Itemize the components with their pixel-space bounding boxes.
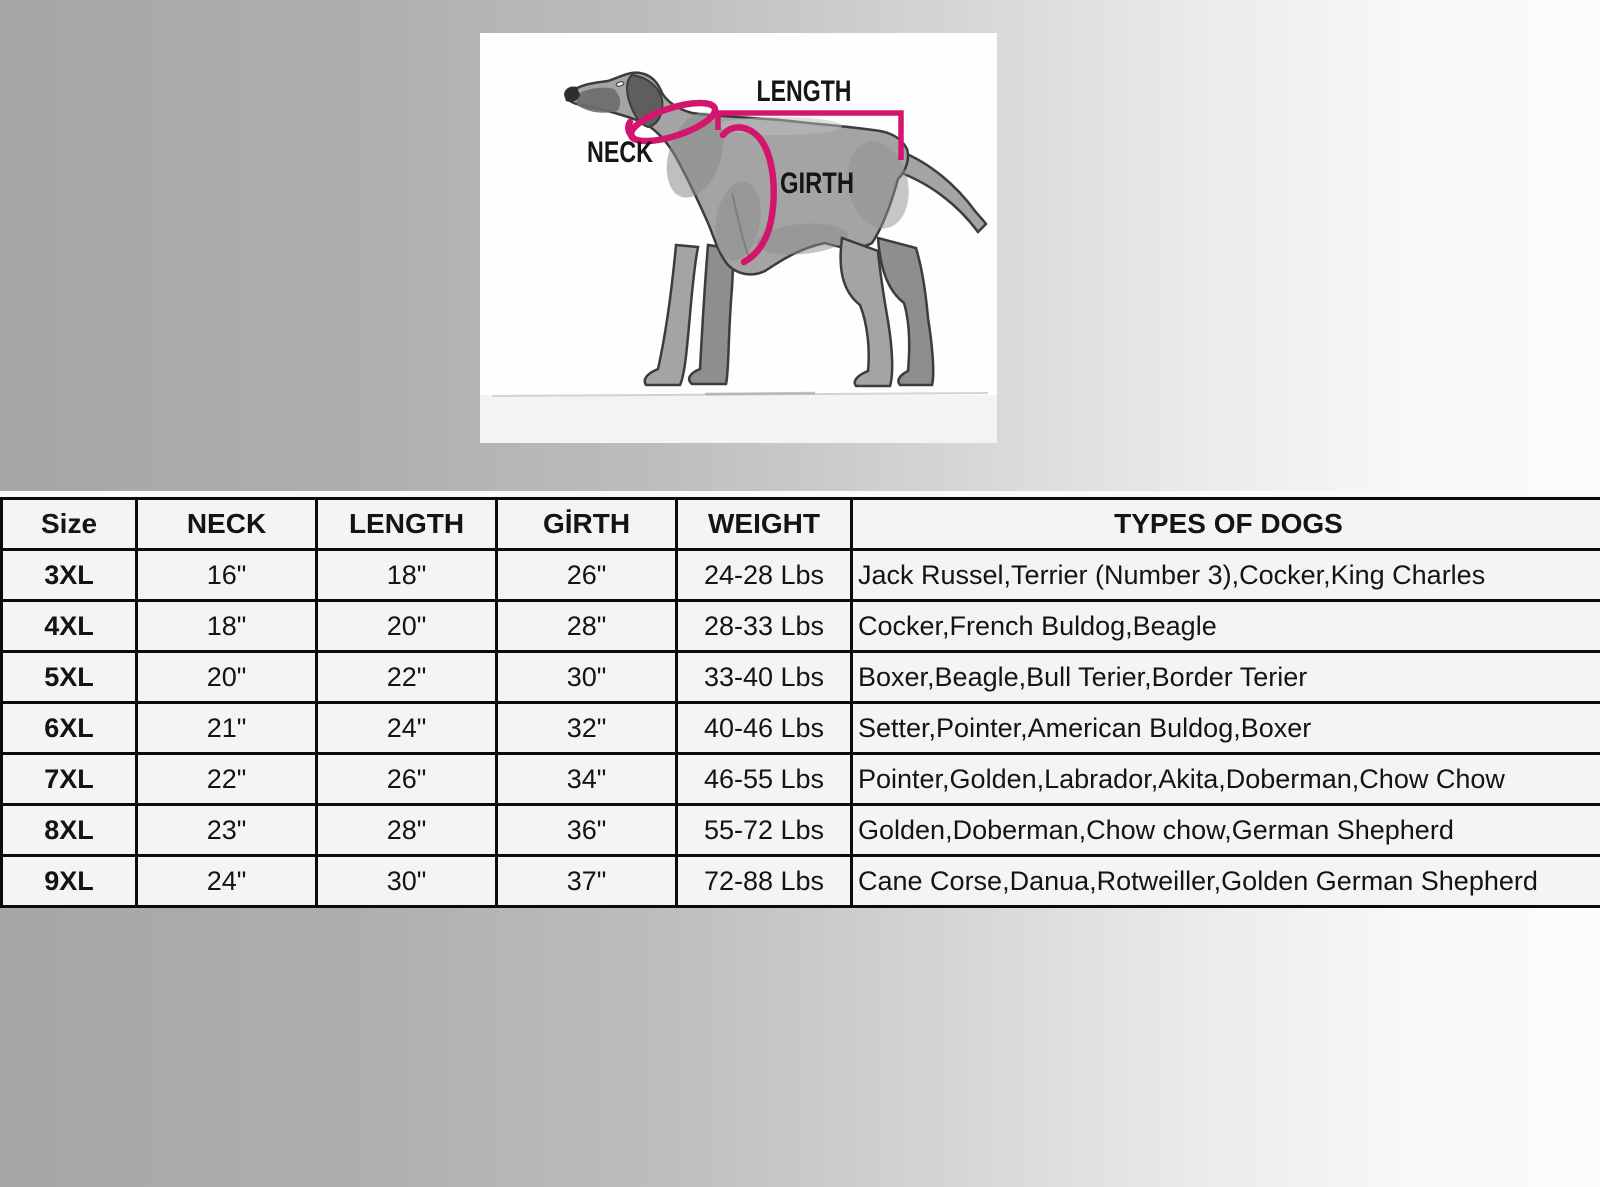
- table-row: [2, 601, 1600, 652]
- table-row: [2, 805, 1600, 856]
- cell-neck: 22": [137, 754, 317, 805]
- cell-size: 8XL: [2, 805, 137, 856]
- cell-girth: 28": [497, 601, 677, 652]
- cell-neck: 21": [137, 703, 317, 754]
- table-row: [2, 856, 1600, 907]
- cell-girth: 32": [497, 703, 677, 754]
- cell-neck: 18": [137, 601, 317, 652]
- cell-weight: 40-46 Lbs: [677, 703, 852, 754]
- cell-weight: 28-33 Lbs: [677, 601, 852, 652]
- cell-length: 18": [317, 550, 497, 601]
- cell-length: 24": [317, 703, 497, 754]
- cell-length: 26": [317, 754, 497, 805]
- floor-shadow: [705, 393, 815, 394]
- dog-illustration: [480, 33, 997, 443]
- cell-weight: 46-55 Lbs: [677, 754, 852, 805]
- size-table: [0, 497, 1600, 908]
- cell-neck: 24": [137, 856, 317, 907]
- dog-front-leg-near: [645, 245, 698, 385]
- floor-area: [480, 395, 997, 443]
- cell-girth: 37": [497, 856, 677, 907]
- cell-size: 6XL: [2, 703, 137, 754]
- cell-size: 9XL: [2, 856, 137, 907]
- cell-weight: 72-88 Lbs: [677, 856, 852, 907]
- cell-neck: 20": [137, 652, 317, 703]
- cell-size: 5XL: [2, 652, 137, 703]
- cell-length: 28": [317, 805, 497, 856]
- cell-types: Cocker,French Buldog,Beagle: [852, 601, 1600, 652]
- cell-girth: 36": [497, 805, 677, 856]
- col-header-length: LENGTH: [317, 499, 497, 550]
- cell-girth: 34": [497, 754, 677, 805]
- cell-size: 4XL: [2, 601, 137, 652]
- cell-types: Setter,Pointer,American Buldog,Boxer: [852, 703, 1600, 754]
- table-row: [2, 703, 1600, 754]
- cell-size: 3XL: [2, 550, 137, 601]
- col-header-size: Size: [2, 499, 137, 550]
- header-row: [2, 499, 1600, 550]
- cell-length: 22": [317, 652, 497, 703]
- dog-tail: [896, 151, 986, 232]
- table-row: [2, 652, 1600, 703]
- cell-types: Jack Russel,Terrier (Number 3),Cocker,King Charles: [852, 550, 1600, 601]
- length-label: LENGTH: [756, 75, 852, 108]
- neck-ring-hook: [628, 122, 632, 136]
- col-header-weight: WEIGHT: [677, 499, 852, 550]
- cell-girth: 26": [497, 550, 677, 601]
- col-header-neck: NECK: [137, 499, 317, 550]
- cell-types: Pointer,Golden,Labrador,Akita,Doberman,Chow Chow: [852, 754, 1600, 805]
- cell-weight: 33-40 Lbs: [677, 652, 852, 703]
- cell-types: Boxer,Beagle,Bull Terier,Border Terier: [852, 652, 1600, 703]
- cell-weight: 55-72 Lbs: [677, 805, 852, 856]
- cell-weight: 24-28 Lbs: [677, 550, 852, 601]
- cell-length: 20": [317, 601, 497, 652]
- cell-neck: 23": [137, 805, 317, 856]
- table-row: [2, 550, 1600, 601]
- cell-size: 7XL: [2, 754, 137, 805]
- cell-length: 30": [317, 856, 497, 907]
- cell-neck: 16": [137, 550, 317, 601]
- neck-label: NECK: [587, 136, 654, 169]
- girth-label: GIRTH: [780, 167, 854, 200]
- col-header-types: TYPES OF DOGS: [852, 499, 1600, 550]
- cell-girth: 30": [497, 652, 677, 703]
- cell-types: Cane Corse,Danua,Rotweiller,Golden German Shepherd: [852, 856, 1600, 907]
- col-header-girth: GİRTH: [497, 499, 677, 550]
- table-row: [2, 754, 1600, 805]
- dog-measurement-diagram: [480, 33, 997, 443]
- cell-types: Golden,Doberman,Chow chow,German Shepherd: [852, 805, 1600, 856]
